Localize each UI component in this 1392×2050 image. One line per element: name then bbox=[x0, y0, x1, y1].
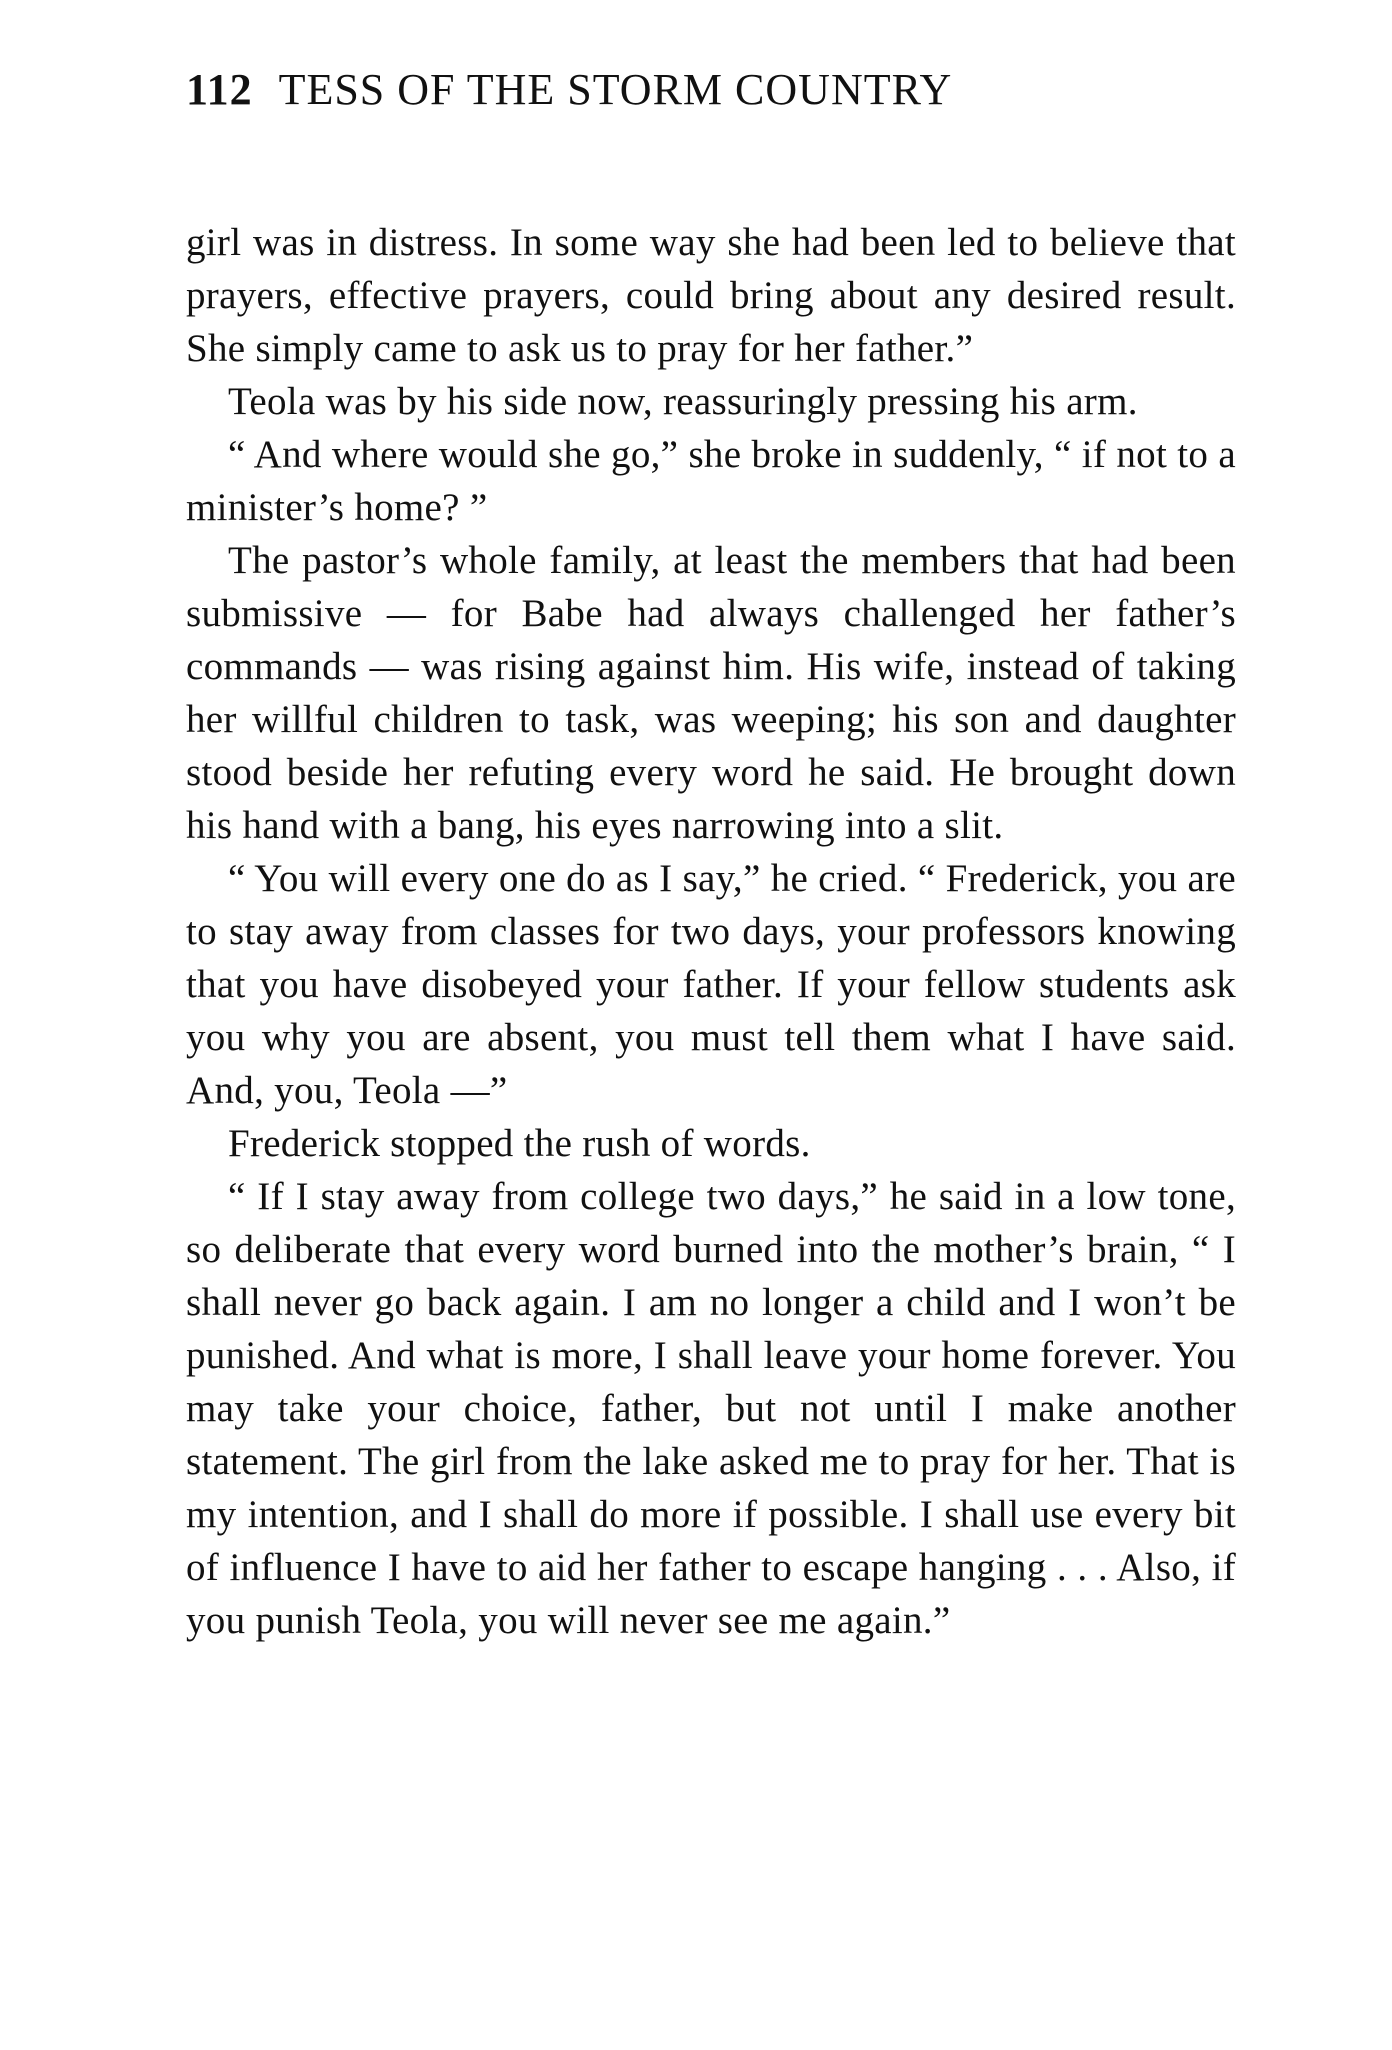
paragraph-frederick-speech: “ If I stay away from college two days,” he said in a low tone, so deliberate that every word burned into the mother’s brain, “ I shall never go back again. I am no longer a child and I won’t be punished. And what is more, I shall leave your home forever. You may take your choice, father, but not until I make another statement. The girl from the lake asked me to pray for her. That is my intention, and I shall do more if possible. I shall use every bit of influence I have to aid her father to escape hanging . . . Also, if you punish Teola, you will never see me again.” bbox=[186, 1175, 1236, 1642]
paragraph-continuation: girl was in distress. In some way she had been led to believe that prayers, effective prayers, could bring about any desired result. She simply came to ask us to pray for her father.” bbox=[186, 221, 1236, 370]
paragraph-family-rising: The pastor’s whole family, at least the members that had been submissive — for Babe had always challenged her father’s commands — was rising against him. His wife, instead of taking her willful children to task, was weeping; his son and daughter stood beside her refuting every word he said. He brought down his hand with a bang, his eyes narrowing into a slit. bbox=[186, 539, 1236, 847]
running-title: TESS OF THE STORM COUNTRY bbox=[278, 65, 953, 114]
page-number: 112 bbox=[186, 65, 253, 114]
running-head bbox=[186, 60, 1236, 120]
paragraph-frederick-interrupts: Frederick stopped the rush of words. bbox=[228, 1122, 811, 1165]
body-text bbox=[186, 216, 1236, 1647]
paragraph-teola-side: Teola was by his side now, reassuringly pressing his arm. bbox=[228, 380, 1138, 423]
paragraph-pastor-speech: “ You will every one do as I say,” he cried. “ Frederick, you are to stay away from classes for two days, your professors knowing that you have disobeyed your father. If your fellow students ask you why you are absent, you must tell them what I have said. And, you, Teola —” bbox=[186, 857, 1236, 1112]
paragraph-teola-speech: “ And where would she go,” she broke in suddenly, “ if not to a minister’s home? ” bbox=[186, 433, 1236, 529]
book-page bbox=[186, 60, 1236, 1647]
